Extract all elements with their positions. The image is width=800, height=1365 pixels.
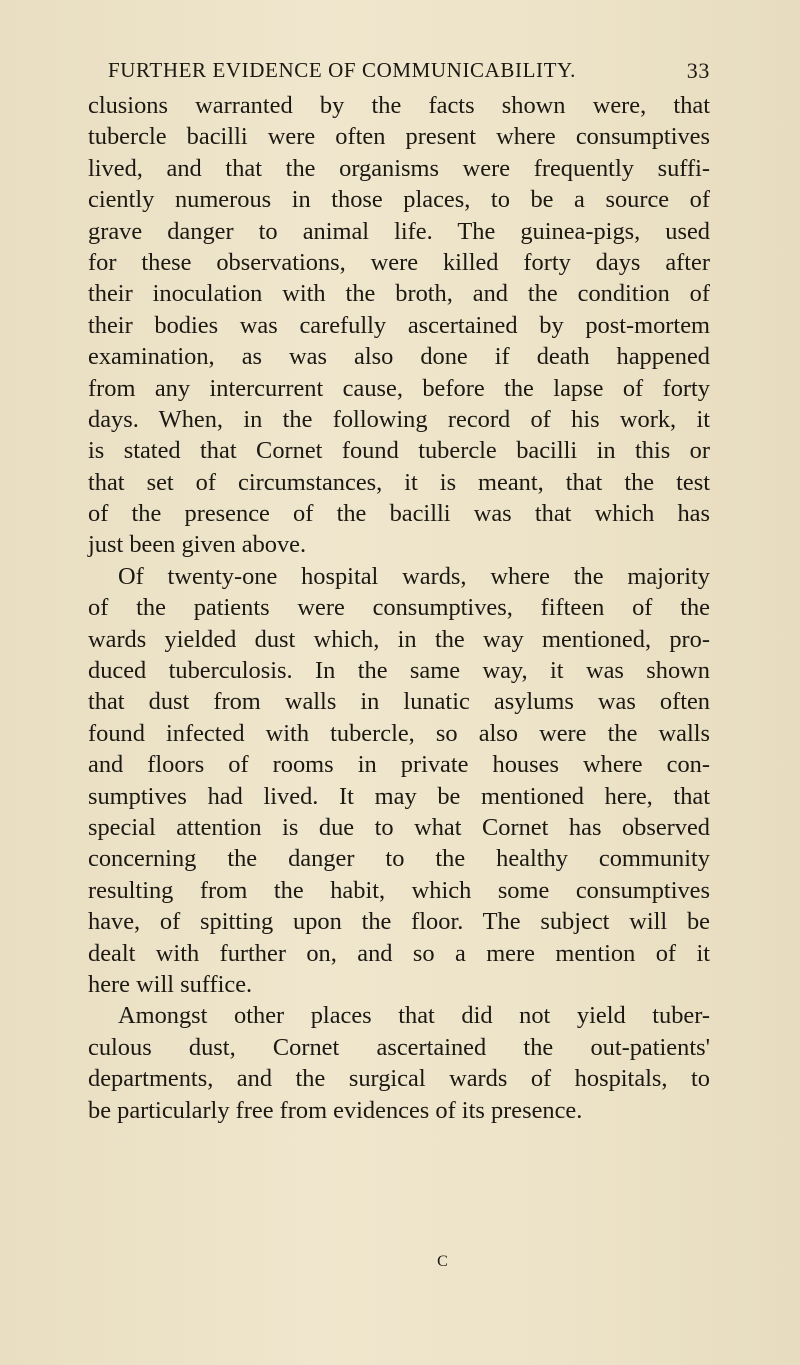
signature-letter: C — [437, 1253, 449, 1270]
text-line: days. When, in the following record of his work, it — [88, 405, 710, 433]
text-line: and floors of rooms in private houses where con- — [88, 751, 710, 779]
text-line: dealt with further on, and so a mere mention of it — [88, 939, 710, 967]
text-line: resulting from the habit, which some consumptives — [88, 876, 710, 904]
text-line: found infected with tubercle, so also were the walls — [88, 719, 710, 747]
text-line: duced tuberculosis. In the same way, it was shown — [88, 657, 710, 685]
running-header — [108, 58, 710, 88]
text-line: of the patients were consumptives, fifteen of the — [88, 594, 710, 622]
text-line: wards yielded dust which, in the way mentioned, pro- — [88, 625, 710, 653]
text-line: concerning the danger to the healthy community — [88, 845, 710, 873]
text-line: culous dust, Cornet ascertained the out-patients' — [88, 1033, 710, 1061]
text-line: of the presence of the bacilli was that which has — [88, 500, 710, 528]
text-line: special attention is due to what Cornet has observed — [88, 813, 710, 841]
text-line: that set of circumstances, it is meant, that the test — [88, 468, 710, 496]
text-line: is stated that Cornet found tubercle bacilli in this or — [88, 437, 710, 465]
text-line: their bodies was carefully ascertained by post-mortem — [88, 311, 710, 339]
running-title: FURTHER EVIDENCE OF COMMUNICABILITY. — [108, 58, 576, 82]
text-line: from any intercurrent cause, before the lapse of forty — [88, 374, 710, 402]
text-line: ciently numerous in those places, to be a source of — [88, 186, 710, 214]
text-line: clusions warranted by the facts shown were, that — [88, 92, 710, 119]
page-number: 33 — [686, 58, 710, 83]
text-line: departments, and the surgical wards of hospitals, to — [88, 1065, 710, 1093]
paragraph-start-line: Of twenty-one hospital wards, where the majority — [118, 562, 710, 590]
text-line: be particularly free from evidences of its presence. — [88, 1096, 583, 1124]
text-line: here will suffice. — [88, 970, 253, 998]
text-line: for these observations, were killed forty days after — [88, 248, 710, 276]
text-line: sumptives had lived. It may be mentioned here, that — [88, 782, 710, 810]
text-line: just been given above. — [88, 531, 307, 559]
text-line: tubercle bacilli were often present where consumptives — [88, 123, 710, 151]
text-line: have, of spitting upon the floor. The subject will be — [88, 908, 710, 936]
paragraph-start-line: Amongst other places that did not yield tuber- — [118, 1002, 710, 1030]
text-line: their inoculation with the broth, and the condition of — [88, 280, 710, 308]
body-text — [88, 90, 710, 1126]
text-line: grave danger to animal life. The guinea-pigs, used — [88, 217, 710, 245]
text-line: lived, and that the organisms were frequently suffi- — [88, 154, 710, 182]
signature-mark — [0, 1253, 800, 1271]
text-line: examination, as was also done if death happened — [88, 343, 710, 371]
text-line: that dust from walls in lunatic asylums was often — [88, 688, 710, 716]
